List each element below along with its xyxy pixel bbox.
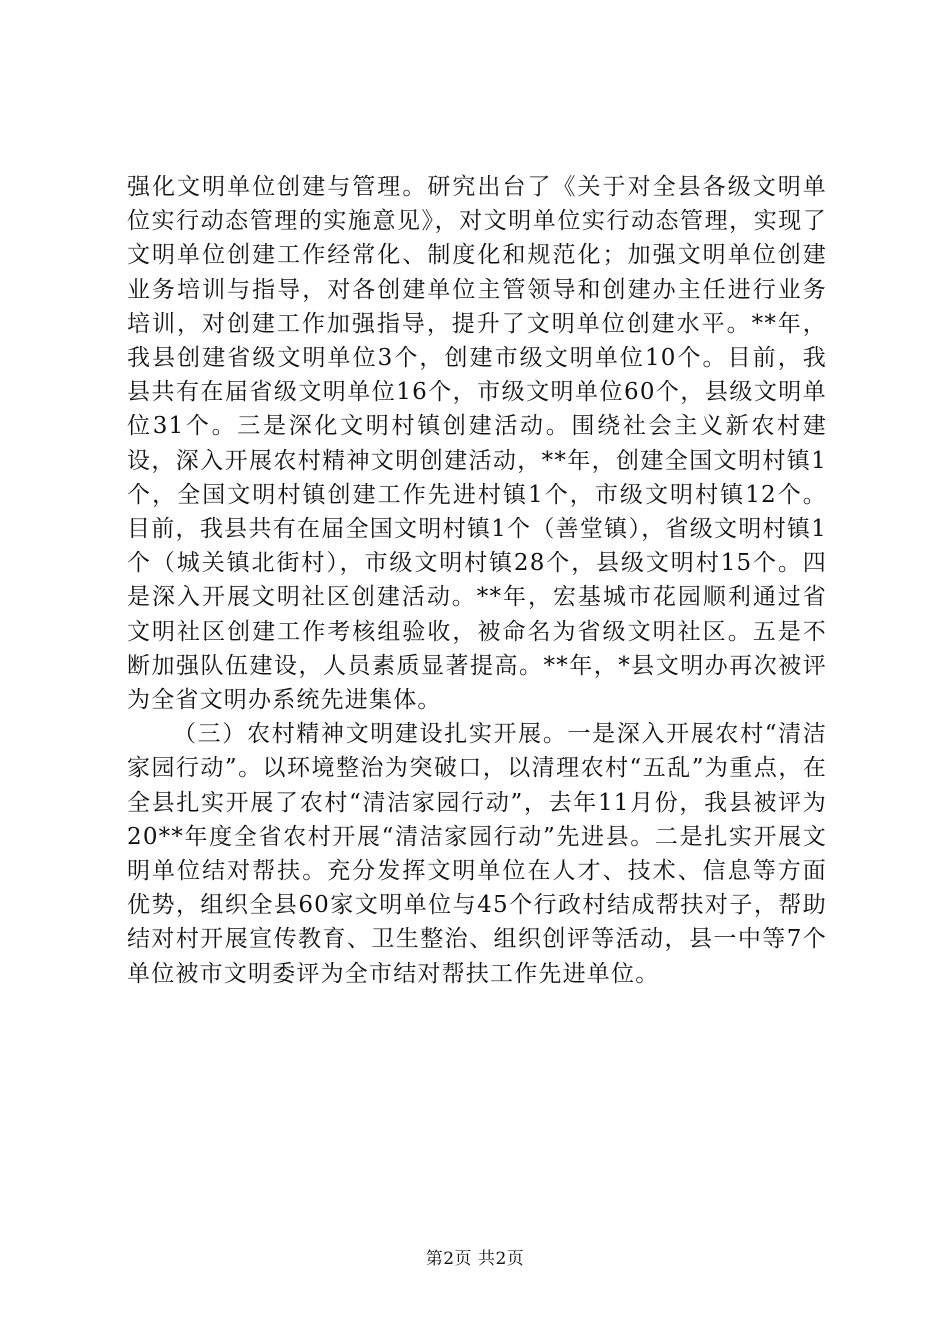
paragraph-continuation: 强化文明单位创建与管理。研究出台了《关于对全县各级文明单位实行动态管理的实施意见》，对文明单位实行动态管理，实现了文明单位创建工作经常化、制度化和规范化；加强文明单位创建业务培训与指导，对各创建单位主管领导和创建办主任进行业务培训，对创建工作加强指导，提升了文明单位创建水平。**年，我县创建省级文明单位3个，创建市级文明单位10个。目前，我县共有在届省级文明单位16个，市级文明单位60个，县级文明单位31个。三是深化文明村镇创建活动。围绕社会主义新农村建设，深入开展农村精神文明创建活动，**年，创建全国文明村镇1个，全国文明村镇创建工作先进村镇1个，市级文明村镇12个。目前，我县共有在届全国文明村镇1个（善堂镇），省级文明村镇1个（城关镇北街村），市级文明村镇28个，县级文明村15个。四是深入开展文明社区创建活动。**年，宏基城市花园顺利通过省文明社区创建工作考核组验收，被命名为省级文明社区。五是不断加强队伍建设，人员素质显著提高。**年，*县文明办再次被评为全省文明办系统先进集体。 — [127, 174, 827, 714]
paragraph-section-three: （三）农村精神文明建设扎实开展。一是深入开展农村“清洁家园行动”。以环境整治为突破口，以清理农村“五乱”为重点，在全县扎实开展了农村“清洁家园行动”，去年11月份，我县被评为20**年度全省农村开展“清洁家园行动”先进县。二是扎实开展文明单位结对帮扶。充分发挥文明单位在人才、技术、信息等方面优势，组织全县60家文明单位与45个行政村结成帮扶对子，帮助结对村开展宣传教育、卫生整治、组织创评等活动，县一中等7个单位被市文明委评为全市结对帮扶工作先进单位。 — [127, 721, 827, 987]
page-number-footer: 第2页 共2页 — [425, 1249, 525, 1269]
document-body — [127, 170, 827, 991]
